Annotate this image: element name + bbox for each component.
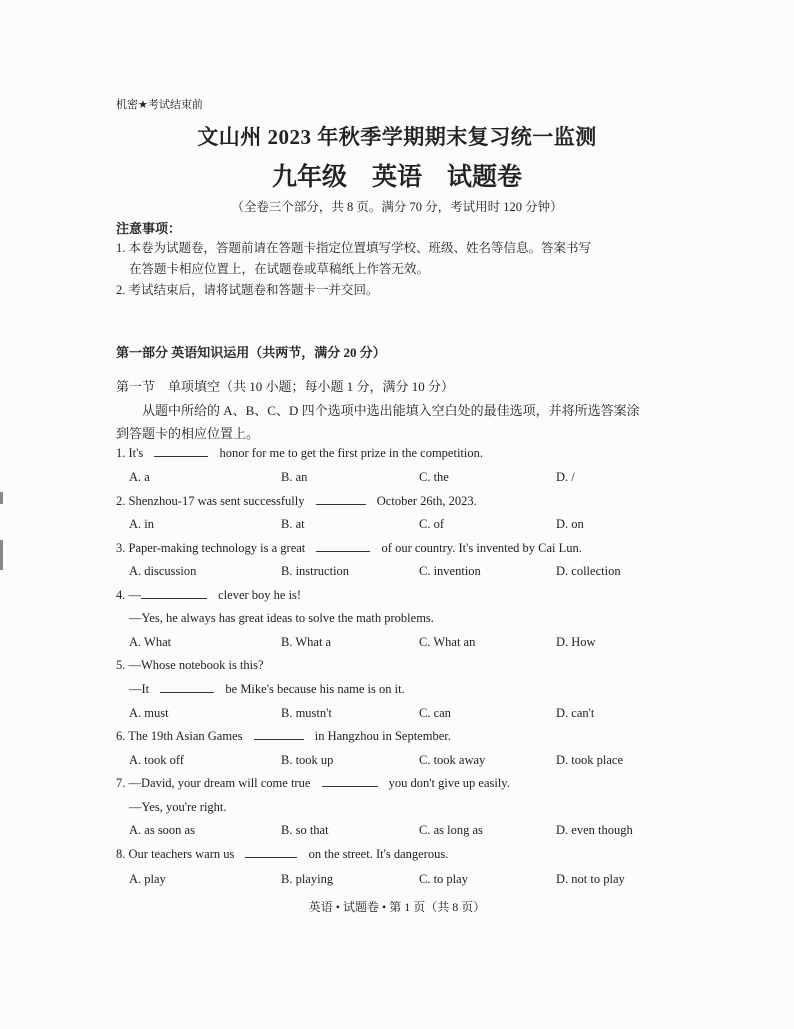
question-text: 1. It's (116, 446, 144, 460)
option: B. playing (281, 872, 334, 886)
option: B. took up (281, 753, 334, 767)
question-text: be Mike's because his name is on it. (225, 682, 405, 696)
option: A. What (129, 635, 172, 649)
question-7 (116, 776, 510, 791)
option: C. can (419, 706, 451, 720)
option: C. of (419, 517, 444, 531)
question-5: 5. —Whose notebook is this? (116, 658, 264, 672)
question-1 (116, 446, 483, 461)
answer-blank (322, 785, 378, 787)
option: A. a (129, 470, 150, 484)
question-text: you don't give up easily. (388, 776, 510, 790)
question-text: 3. Paper-making technology is a great (116, 541, 306, 555)
scan-edge-mark (0, 540, 3, 570)
question-text: 7. —David, your dream will come true (116, 776, 311, 790)
question-line: —Yes, he always has great ideas to solve the math problems. (129, 611, 434, 625)
question-text: of our country. It's invented by Cai Lun. (381, 541, 582, 555)
option: D. not to play (556, 872, 625, 886)
answer-blank (254, 738, 304, 740)
question-text: 6. The 19th Asian Games (116, 729, 243, 743)
option: D. How (556, 635, 596, 649)
confidential-label: 机密★考试结束前 (116, 98, 203, 111)
option: C. invention (419, 564, 481, 578)
option: D. collection (556, 564, 621, 578)
option: A. must (129, 706, 169, 720)
notice-line: 2. 考试结束后，请将试题卷和答题卡一并交回。 (116, 283, 379, 297)
question-text: 4. — (116, 588, 141, 602)
question-text: honor for me to get the first prize in the competition. (219, 446, 483, 460)
option: C. took away (419, 753, 486, 767)
answer-blank (316, 550, 370, 552)
question-line: —Yes, you're right. (129, 800, 227, 814)
question-text: 8. Our teachers warn us (116, 847, 235, 861)
option: A. in (129, 517, 154, 531)
option: D. can't (556, 706, 595, 720)
option: D. even though (556, 823, 633, 837)
exam-title: 文山州 2023 年秋季学期期末复习统一监测 (197, 125, 597, 149)
option: B. so that (281, 823, 329, 837)
question-text: in Hangzhou in September. (314, 729, 451, 743)
question-3 (116, 541, 582, 556)
page-footer: 英语 • 试题卷 • 第 1 页（共 8 页） (308, 900, 486, 914)
question-text: October 26th, 2023. (376, 494, 477, 508)
option: C. the (419, 470, 449, 484)
section-title: 第一部分 英语知识运用（共两节，满分 20 分） (116, 345, 386, 360)
option: C. What an (419, 635, 476, 649)
question-2 (116, 494, 477, 509)
question-text: —It (129, 682, 150, 696)
option: C. to play (419, 872, 468, 886)
answer-blank (160, 691, 214, 693)
instruction-line: 从题中所给的 A、B、C、D 四个选项中选出能填入空白处的最佳选项，并将所选答案涂 (142, 403, 640, 418)
exam-info: （全卷三个部分，共 8 页。满分 70 分，考试用时 120 分钟） (231, 200, 563, 214)
exam-subtitle: 九年级 英语 试题卷 (271, 164, 522, 191)
option: D. took place (556, 753, 623, 767)
option: A. as soon as (129, 823, 195, 837)
question-text: clever boy he is! (218, 588, 302, 602)
option: D. on (556, 517, 584, 531)
notice-line: 1. 本卷为试题卷，答题前请在答题卡指定位置填写学校、班级、姓名等信息。答案书写 (116, 241, 592, 255)
question-4 (116, 588, 301, 603)
question-line (129, 682, 405, 697)
instruction-line: 到答题卡的相应位置上。 (116, 426, 260, 441)
option: A. discussion (129, 564, 197, 578)
scan-edge-mark (0, 492, 3, 504)
option: D. / (556, 470, 575, 484)
notice-line: 在答题卡相应位置上，在试题卷或草稿纸上作答无效。 (129, 262, 430, 276)
question-text: on the street. It's dangerous. (308, 847, 449, 861)
option: B. an (281, 470, 308, 484)
notice-heading: 注意事项： (116, 221, 182, 236)
option: C. as long as (419, 823, 483, 837)
answer-blank (141, 597, 207, 599)
question-6 (116, 729, 451, 744)
part-title: 第一节 单项填空（共 10 小题；每小题 1 分，满分 10 分） (116, 379, 455, 394)
answer-blank (154, 455, 208, 457)
question-text: 2. Shenzhou-17 was sent successfully (116, 494, 305, 508)
option: B. at (281, 517, 305, 531)
option: B. What a (281, 635, 332, 649)
answer-blank (245, 856, 297, 858)
option: B. mustn't (281, 706, 332, 720)
question-8 (116, 847, 448, 862)
option: A. took off (129, 753, 184, 767)
option: B. instruction (281, 564, 350, 578)
answer-blank (316, 503, 366, 505)
option: A. play (129, 872, 166, 886)
